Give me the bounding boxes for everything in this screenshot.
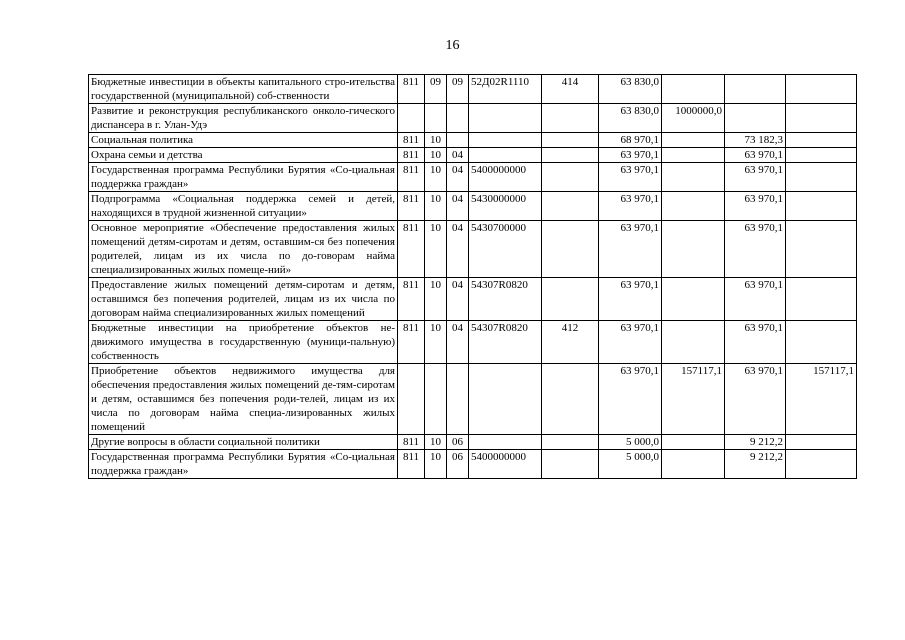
row-subsection-code: 04 [447, 163, 469, 192]
row-description: Основное мероприятие «Обеспечение предоставления жилых помещений детям-сиротам и детям, оставшим-ся без попечения родителей, лицам из их числа по до-говорам найма специализированных жилых помеще-ний» [89, 221, 398, 278]
row-amount-2-extra [786, 133, 857, 148]
row-amount-1-extra [662, 278, 725, 321]
row-amount-1: 63 830,0 [599, 75, 662, 104]
row-section-code: 10 [425, 163, 447, 192]
row-section-code: 10 [425, 148, 447, 163]
row-amount-2: 63 970,1 [725, 148, 786, 163]
row-amount-1: 63 970,1 [599, 163, 662, 192]
row-description: Предоставление жилых помещений детям-сиротам и детям, оставшимся без попечения родителей, лицам из их числа по договорам найма специализированных жилых помещений [89, 278, 398, 321]
row-amount-1-extra [662, 163, 725, 192]
row-target-article-code: 54307R0820 [469, 321, 542, 364]
row-amount-2-extra [786, 278, 857, 321]
row-grbs-code: 811 [398, 163, 425, 192]
row-subsection-code: 04 [447, 278, 469, 321]
row-expense-type-code [542, 221, 599, 278]
row-amount-1: 63 970,1 [599, 148, 662, 163]
row-amount-2: 73 182,3 [725, 133, 786, 148]
row-amount-2-extra [786, 192, 857, 221]
row-target-article-code [469, 435, 542, 450]
row-section-code: 10 [425, 435, 447, 450]
row-amount-2: 63 970,1 [725, 192, 786, 221]
row-description: Государственная программа Республики Бурятия «Со-циальная поддержка граждан» [89, 163, 398, 192]
row-subsection-code: 04 [447, 192, 469, 221]
row-target-article-code: 5430700000 [469, 221, 542, 278]
row-amount-2 [725, 75, 786, 104]
table-row [89, 321, 857, 364]
row-section-code: 09 [425, 75, 447, 104]
row-grbs-code: 811 [398, 321, 425, 364]
row-amount-1: 63 970,1 [599, 221, 662, 278]
page-number: 16 [445, 38, 460, 53]
row-amount-1: 63 970,1 [599, 192, 662, 221]
row-expense-type-code [542, 163, 599, 192]
row-amount-2-extra [786, 104, 857, 133]
row-grbs-code: 811 [398, 435, 425, 450]
table-row [89, 221, 857, 278]
row-expense-type-code: 414 [542, 75, 599, 104]
row-subsection-code: 06 [447, 450, 469, 479]
row-description: Бюджетные инвестиции в объекты капитального стро-ительства государственной (муниципальной) соб-ственности [89, 75, 398, 104]
row-amount-2-extra [786, 75, 857, 104]
table-row [89, 75, 857, 104]
table-row [89, 148, 857, 163]
row-target-article-code: 52Д02R1110 [469, 75, 542, 104]
row-grbs-code: 811 [398, 450, 425, 479]
row-target-article-code: 5430000000 [469, 192, 542, 221]
row-description: Подпрограмма «Социальная поддержка семей и детей, находящихся в трудной жизненной ситуации» [89, 192, 398, 221]
row-target-article-code: 5400000000 [469, 450, 542, 479]
row-section-code: 10 [425, 278, 447, 321]
table-row [89, 450, 857, 479]
row-expense-type-code [542, 133, 599, 148]
row-amount-1-extra [662, 450, 725, 479]
row-amount-1-extra [662, 221, 725, 278]
row-amount-1: 5 000,0 [599, 435, 662, 450]
row-subsection-code [447, 133, 469, 148]
row-expense-type-code [542, 364, 599, 435]
row-amount-2-extra [786, 321, 857, 364]
row-expense-type-code [542, 104, 599, 133]
row-amount-2: 9 212,2 [725, 450, 786, 479]
row-description: Социальная политика [89, 133, 398, 148]
row-section-code: 10 [425, 221, 447, 278]
row-amount-2-extra [786, 163, 857, 192]
row-amount-2-extra [786, 148, 857, 163]
row-description: Бюджетные инвестиции на приобретение объектов не-движимого имущества в государственную (муници-пальную) собственность [89, 321, 398, 364]
row-section-code: 10 [425, 192, 447, 221]
row-subsection-code: 09 [447, 75, 469, 104]
row-target-article-code [469, 133, 542, 148]
row-section-code: 10 [425, 450, 447, 479]
row-amount-2: 63 970,1 [725, 321, 786, 364]
row-grbs-code: 811 [398, 133, 425, 148]
row-description: Приобретение объектов недвижимого имущества для обеспечения предоставления жилых помещений де-тям-сиротам и детям, оставшимся без попечения роди-телей, лицам из их числа по договорам найма специа-лизированных жилых помещений [89, 364, 398, 435]
row-grbs-code: 811 [398, 148, 425, 163]
row-expense-type-code [542, 278, 599, 321]
row-description: Развитие и реконструкция республиканского онколо-гического диспансера в г. Улан-Удэ [89, 104, 398, 133]
row-section-code: 10 [425, 133, 447, 148]
row-grbs-code [398, 104, 425, 133]
row-subsection-code [447, 104, 469, 133]
row-target-article-code: 54307R0820 [469, 278, 542, 321]
row-amount-2-extra: 157117,1 [786, 364, 857, 435]
row-amount-1-extra [662, 75, 725, 104]
row-target-article-code: 5400000000 [469, 163, 542, 192]
row-amount-1-extra [662, 321, 725, 364]
table-row [89, 278, 857, 321]
row-target-article-code [469, 148, 542, 163]
row-amount-2: 63 970,1 [725, 278, 786, 321]
row-expense-type-code [542, 435, 599, 450]
row-subsection-code: 04 [447, 321, 469, 364]
row-expense-type-code: 412 [542, 321, 599, 364]
row-target-article-code [469, 364, 542, 435]
row-grbs-code: 811 [398, 221, 425, 278]
row-grbs-code: 811 [398, 75, 425, 104]
table-row [89, 192, 857, 221]
row-amount-2: 63 970,1 [725, 364, 786, 435]
row-section-code: 10 [425, 321, 447, 364]
row-expense-type-code [542, 450, 599, 479]
row-subsection-code: 06 [447, 435, 469, 450]
row-amount-1-extra [662, 133, 725, 148]
row-grbs-code: 811 [398, 278, 425, 321]
row-subsection-code: 04 [447, 221, 469, 278]
row-amount-2: 63 970,1 [725, 221, 786, 278]
table-row [89, 435, 857, 450]
row-amount-1: 68 970,1 [599, 133, 662, 148]
row-amount-2-extra [786, 435, 857, 450]
row-amount-1-extra [662, 148, 725, 163]
row-section-code [425, 364, 447, 435]
row-description: Государственная программа Республики Бурятия «Со-циальная поддержка граждан» [89, 450, 398, 479]
budget-table [88, 74, 857, 479]
row-amount-2 [725, 104, 786, 133]
row-subsection-code: 04 [447, 148, 469, 163]
row-amount-2: 9 212,2 [725, 435, 786, 450]
row-amount-1-extra: 157117,1 [662, 364, 725, 435]
row-amount-2-extra [786, 450, 857, 479]
row-amount-1-extra: 1000000,0 [662, 104, 725, 133]
row-section-code [425, 104, 447, 133]
row-amount-1: 63 970,1 [599, 278, 662, 321]
row-expense-type-code [542, 148, 599, 163]
table-row [89, 364, 857, 435]
row-amount-1-extra [662, 192, 725, 221]
table-row [89, 163, 857, 192]
row-description: Охрана семьи и детства [89, 148, 398, 163]
table-body [89, 75, 857, 479]
row-amount-1: 63 830,0 [599, 104, 662, 133]
row-description: Другие вопросы в области социальной политики [89, 435, 398, 450]
row-amount-1: 63 970,1 [599, 321, 662, 364]
row-amount-1: 63 970,1 [599, 364, 662, 435]
table-row [89, 133, 857, 148]
row-expense-type-code [542, 192, 599, 221]
row-subsection-code [447, 364, 469, 435]
row-grbs-code: 811 [398, 192, 425, 221]
row-grbs-code [398, 364, 425, 435]
row-amount-2: 63 970,1 [725, 163, 786, 192]
row-amount-1-extra [662, 435, 725, 450]
row-amount-2-extra [786, 221, 857, 278]
row-amount-1: 5 000,0 [599, 450, 662, 479]
table-row [89, 104, 857, 133]
row-target-article-code [469, 104, 542, 133]
